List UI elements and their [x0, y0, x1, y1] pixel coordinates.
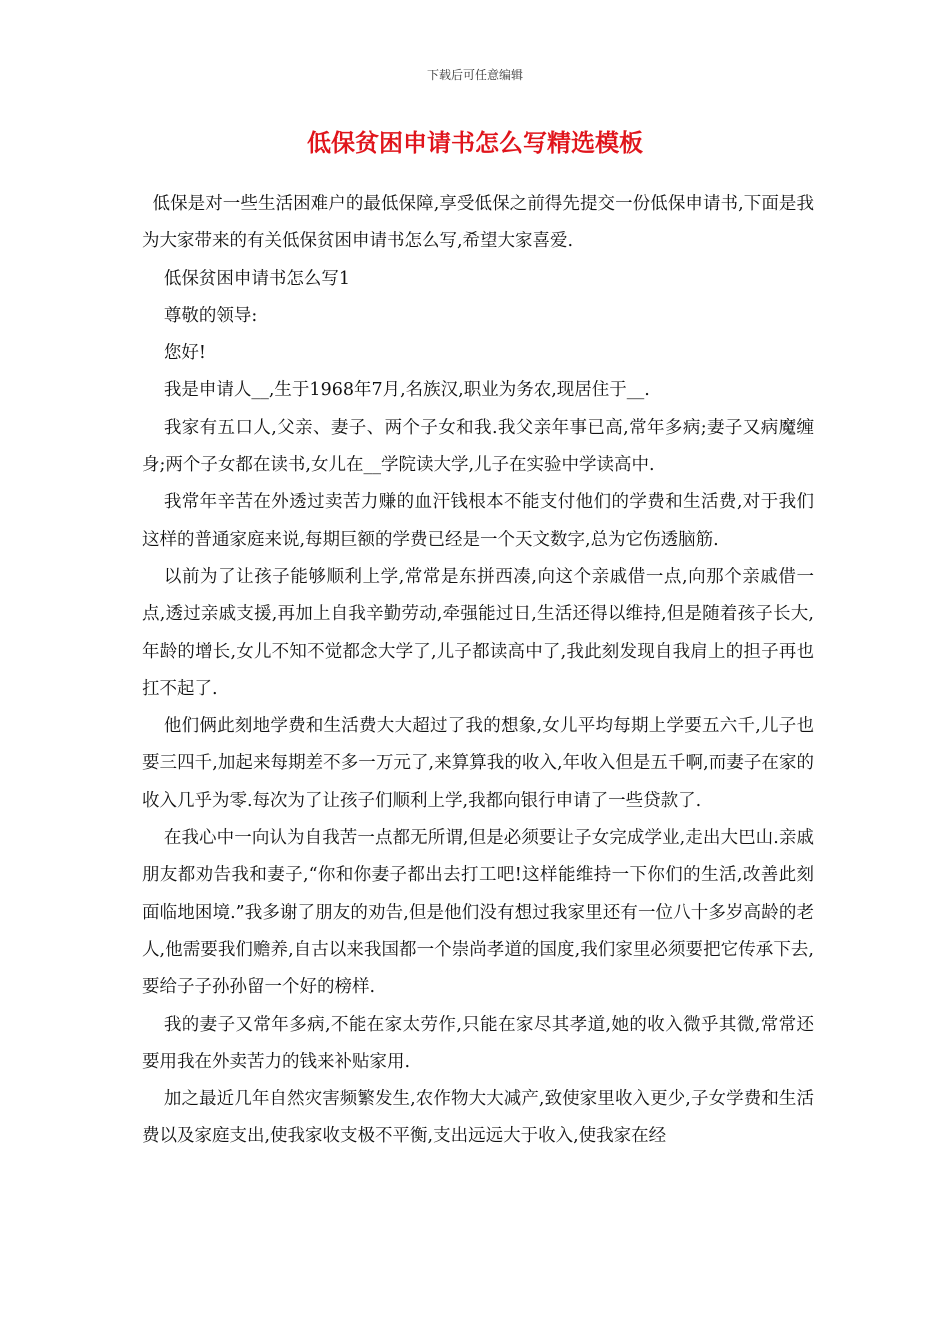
body-paragraph: 在我心中一向认为自我苦一点都无所谓,但是必须要让子女完成学业,走出大巴山.亲戚朋友都劝告我和妻子,“你和你妻子都出去打工吧!这样能维持一下你们的生活,改善此刻面临地困境.”我多谢了朋友的劝告,但是他们没有想过我家里还有一位八十多岁高龄的老人,他需要我们赡养,自古以来我国都一个崇尚孝道的国度,我们家里必须要把它传承下去,要给子子孙孙留一个好的榜样. [142, 828, 814, 998]
body-paragraph: 加之最近几年自然灾害频繁发生,农作物大大减产,致使家里收入更少,子女学费和生活费以及家庭支出,使我家收支极不平衡,支出远远大于收入,使我家在经 [142, 1089, 814, 1147]
body-paragraph: 我是申请人__,生于1968年7月,名族汉,职业为务农,现居住于__. [163, 380, 650, 401]
document-title: 低保贫困申请书怎么写精选模板 [307, 128, 643, 157]
intro-paragraph: 低保是对一些生活困难户的最低保障,享受低保之前得先提交一份低保申请书,下面是我为大家带来的有关低保贫困申请书怎么写,希望大家喜爱. [142, 194, 814, 252]
salutation: 尊敬的领导: [163, 305, 258, 326]
body-paragraph: 他们俩此刻地学费和生活费大大超过了我的想象,女儿平均每期上学要五六千,儿子也要三四千,加起来每期差不多一万元了,来算算我的收入,年收入但是五千啊,而妻子在家的收入几乎为零.每次为了让孩子们顺利上学,我都向银行申请了一些贷款了. [142, 716, 814, 811]
header-note: 下载后可任意编辑 [426, 68, 523, 82]
body-paragraph: 我的妻子又常年多病,不能在家太劳作,只能在家尽其孝道,她的收入微乎其微,常常还要用我在外卖苦力的钱来补贴家用. [142, 1014, 814, 1072]
body-paragraph: 我常年辛苦在外透过卖苦力赚的血汗钱根本不能支付他们的学费和生活费,对于我们这样的普通家庭来说,每期巨额的学费已经是一个天文数字,总为它伤透脑筋. [142, 492, 814, 550]
greeting: 您好! [163, 343, 206, 364]
body-paragraph: 以前为了让孩子能够顺利上学,常常是东拼西凑,向这个亲戚借一点,向那个亲戚借一点,透过亲戚支援,再加上自我辛勤劳动,牵强能过日,生活还得以维持,但是随着孩子长大,年龄的增长,女儿不知不觉都念大学了,儿子都读高中了,我此刻发现自我肩上的担子再也扛不起了. [142, 566, 814, 699]
body-paragraph: 我家有五口人,父亲、妻子、两个子女和我.我父亲年事已高,常年多病;妻子又病魔缠身;两个子女都在读书,女儿在__学院读大学,儿子在实验中学读高中. [142, 417, 814, 476]
section-heading: 低保贫困申请书怎么写1 [163, 268, 351, 289]
document-body [142, 186, 814, 1156]
